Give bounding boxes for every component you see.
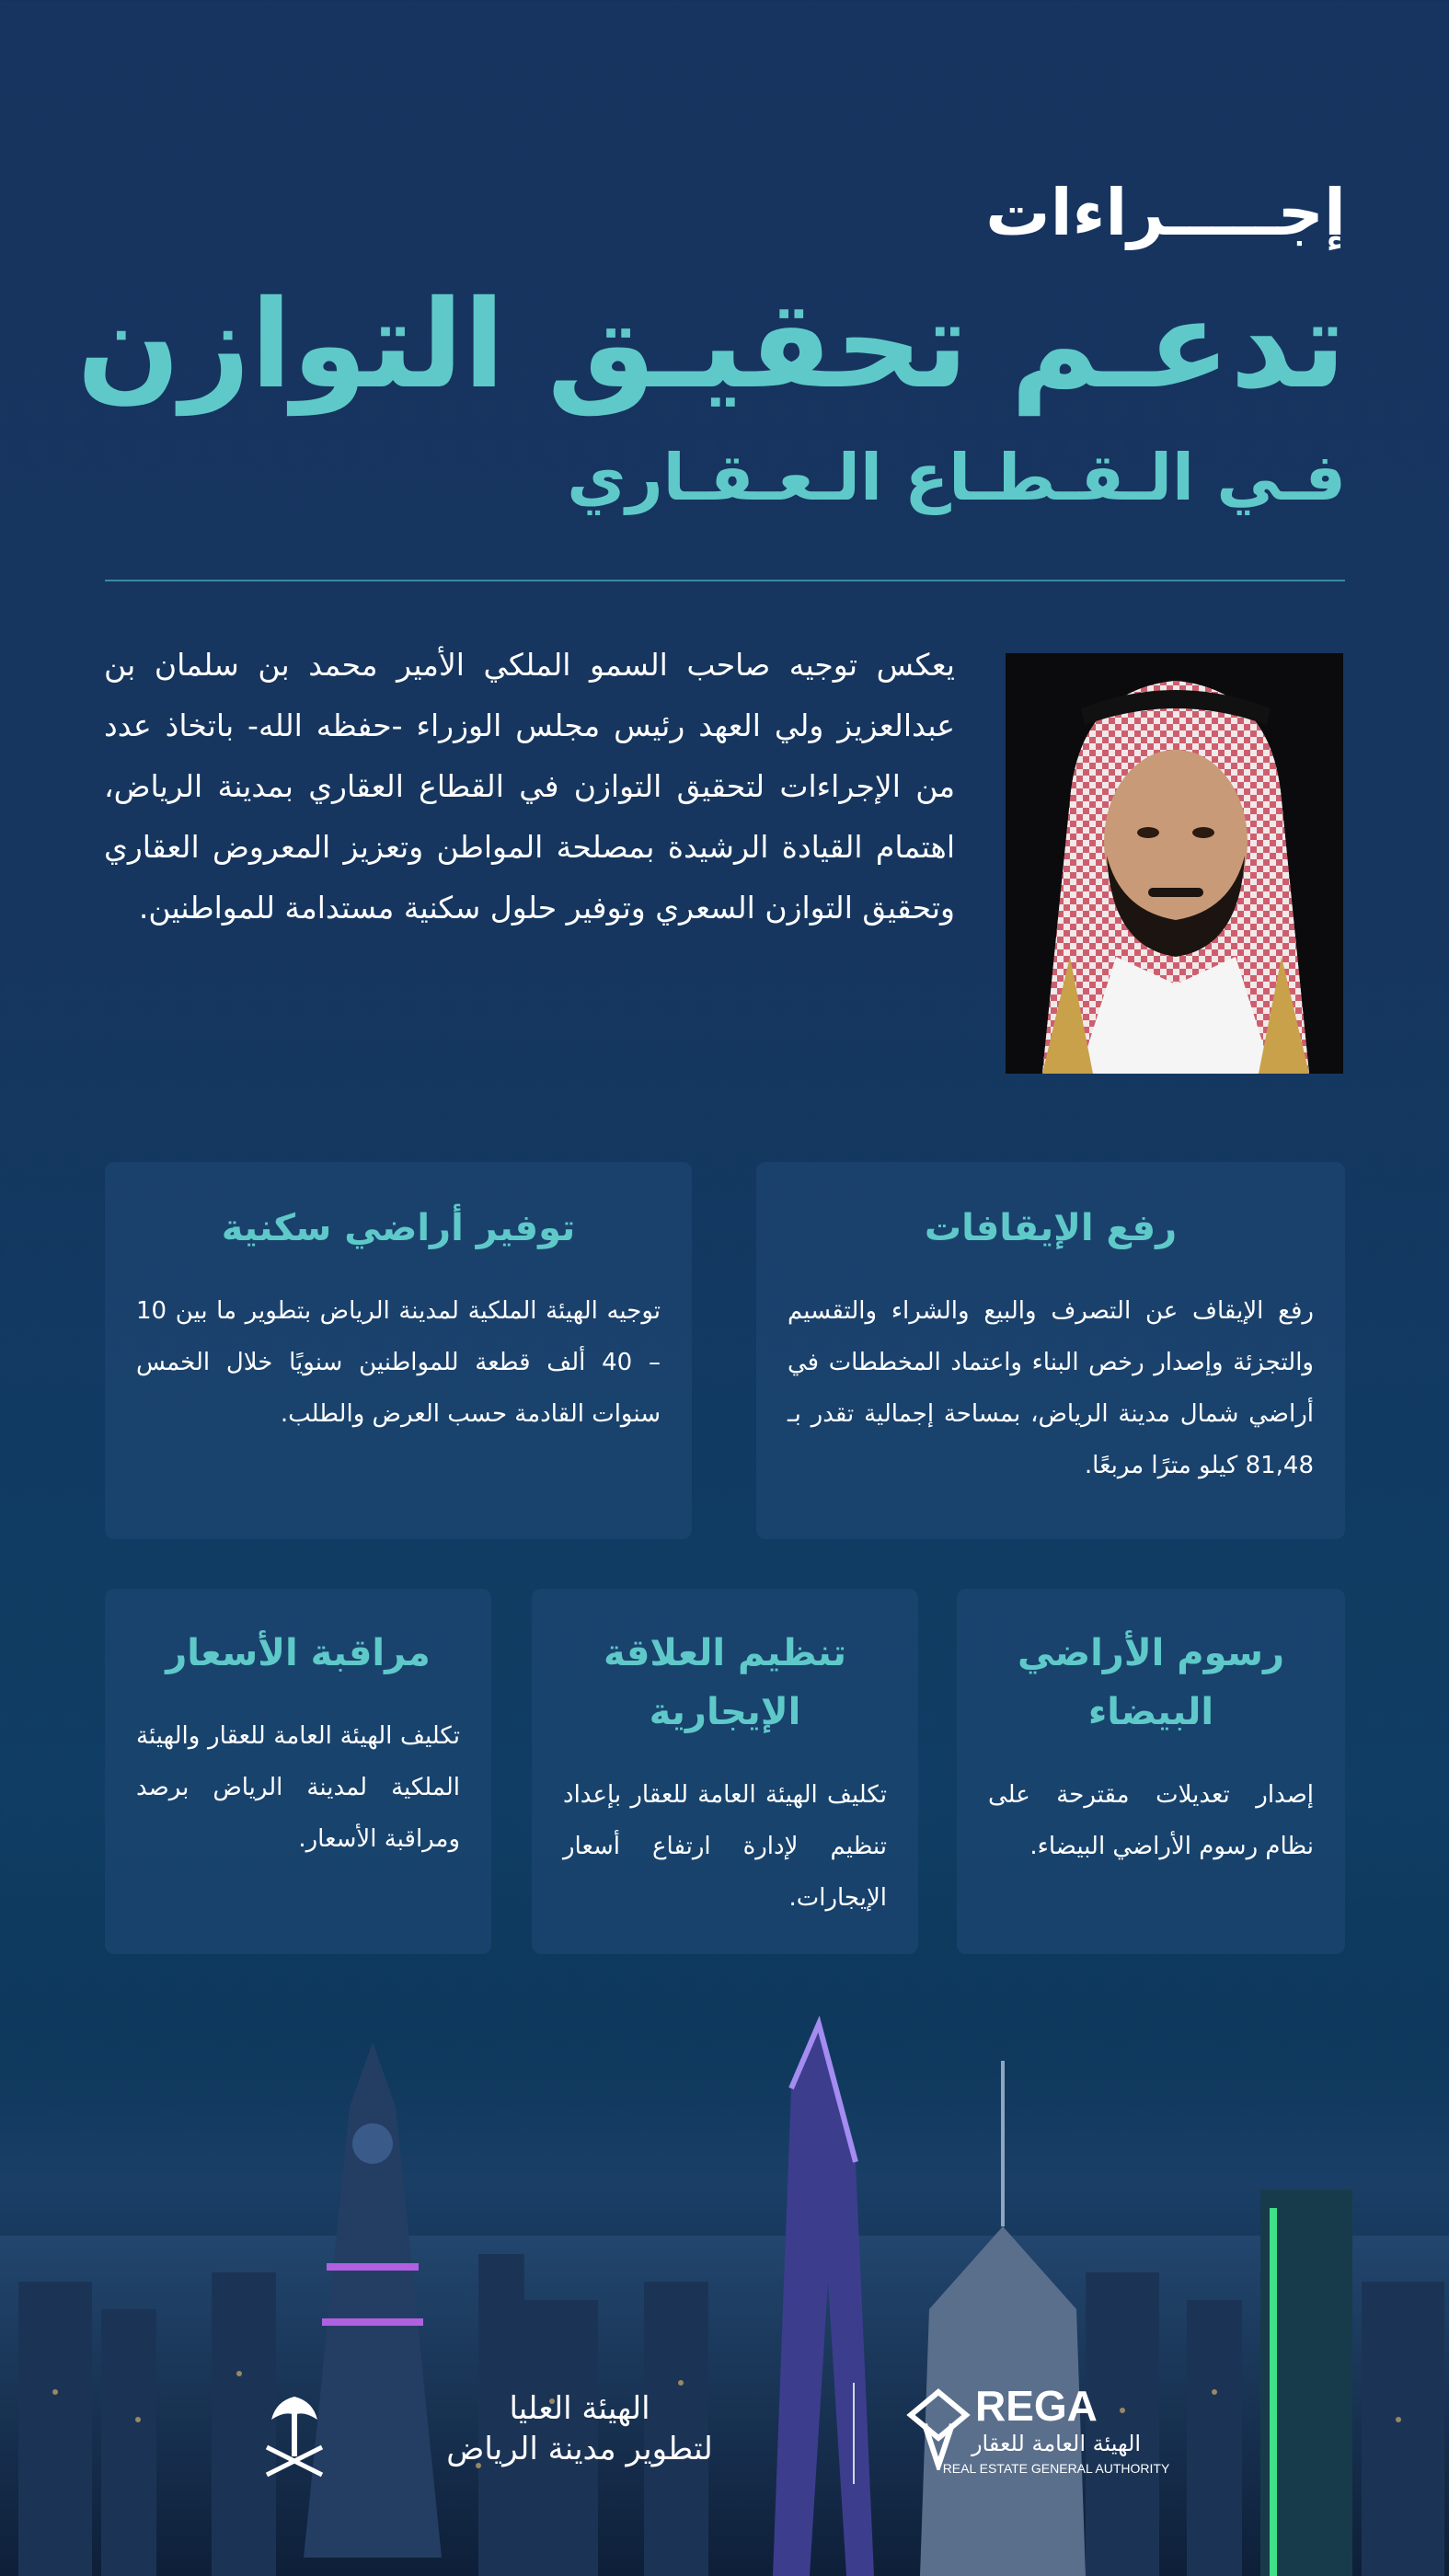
card-title: توفير أراضي سكنية	[221, 1207, 576, 1249]
intro-paragraph: يعكس توجيه صاحب السمو الملكي الأمير محمد بن سلمان بن عبدالعزيز ولي العهد رئيس مجلس الوزراء -حفظه الله- باتخاذ عدد من الإجراءات لتحقيق التوازن في القطاع العقاري بمدينة الرياض، اهتمام القيادة الرشيدة بمصلحة المواطن وتعزيز المعروض العقاري وتحقيق التوازن السعري وتوفير حلول سكنية مستدامة للمواطنين.	[104, 647, 955, 926]
rega-latin-name: REGA	[975, 2382, 1098, 2430]
rega-mark-icon	[906, 2387, 971, 2470]
rcrc-name-line1: الهيئة العليا	[509, 2390, 650, 2427]
card-lift-suspensions	[756, 1162, 1345, 1539]
rcrc-name-line2: لتطوير مدينة الرياض	[446, 2431, 713, 2467]
footer-logos	[0, 2374, 1449, 2502]
card-body: رفع الإيقاف عن التصرف والبيع والشراء والتقسيم والتجزئة وإصدار رخص البناء واعتماد المخططات في أراضي شمال مدينة الرياض، بمساحة إجمالية تقدر بـ 81,48 كيلو مترًا مربعًا.	[788, 1297, 1314, 1479]
card-body: توجيه الهيئة الملكية لمدينة الرياض بتطوير ما بين 10 – 40 ألف قطعة للمواطنين سنويًا خلال الخمس سنوات القادمة حسب العرض والطلب.	[136, 1297, 661, 1428]
card-body: تكليف الهيئة العامة للعقار بإعداد تنظيم لإدارة ارتفاع أسعار الإيجارات.	[563, 1781, 887, 1912]
card-residential-lands	[105, 1162, 692, 1539]
card-price-monitoring	[105, 1589, 491, 1954]
rega-arabic-name: الهيئة العامة للعقار	[971, 2431, 1142, 2456]
logos-divider	[853, 2383, 855, 2484]
main-title: تدعـم تحقيـق التوازن	[76, 274, 1346, 416]
saudi-emblem-icon	[258, 2392, 331, 2484]
card-body: إصدار تعديلات مقترحة على نظام رسوم الأراضي البيضاء.	[988, 1781, 1314, 1860]
header-kicker: إجـــــراءات	[985, 175, 1346, 250]
card-body: تكليف الهيئة العامة للعقار والهيئة الملكية لمدينة الرياض برصد ومراقبة الأسعار.	[136, 1722, 460, 1853]
card-title: تنظيم العلاقة الإيجارية	[603, 1632, 847, 1733]
card-white-land-fees	[957, 1589, 1345, 1954]
card-rental-relationship	[532, 1589, 918, 1954]
card-title: مراقبة الأسعار	[166, 1632, 431, 1674]
sub-title: فـي الـقـطـاع الـعـقـاري	[567, 440, 1346, 515]
crown-prince-portrait	[1006, 653, 1343, 1074]
card-title: رفع الإيقافات	[924, 1207, 1178, 1249]
header-divider	[105, 580, 1345, 581]
card-title: رسوم الأراضي البيضاء	[1017, 1632, 1285, 1733]
rega-english-name: REAL ESTATE GENERAL AUTHORITY	[942, 2461, 1170, 2476]
